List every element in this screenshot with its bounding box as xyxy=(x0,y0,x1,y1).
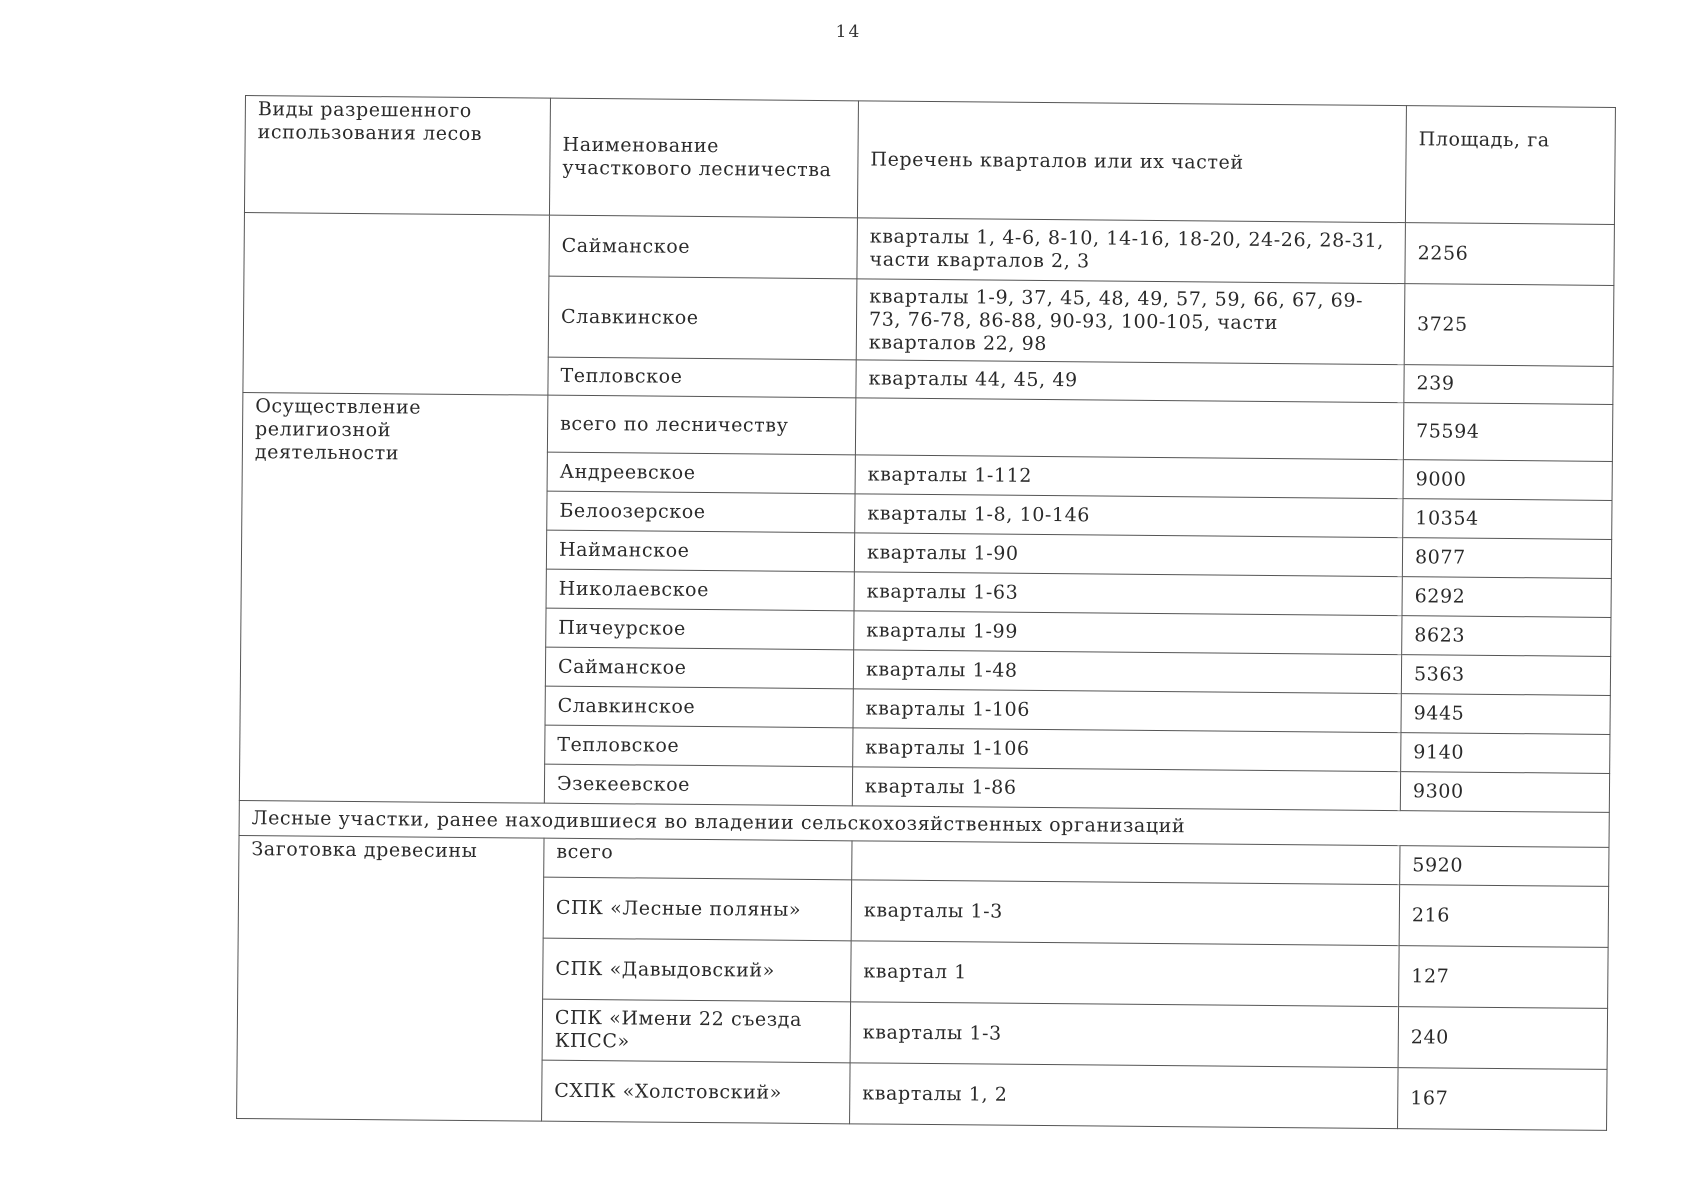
table-header-row xyxy=(244,96,1615,225)
area-cell: 5920 xyxy=(1400,846,1609,887)
header-district: Наименование участкового лесничества xyxy=(549,98,858,218)
district-cell: СПК «Лесные поляны» xyxy=(543,877,852,941)
area-cell: 9445 xyxy=(1401,694,1610,735)
quarters-cell: кварталы 1-106 xyxy=(853,689,1401,733)
district-cell: Эзекеевское xyxy=(544,764,852,806)
area-cell: 3725 xyxy=(1404,284,1614,367)
quarters-cell: кварталы 1, 4-6, 8-10, 14-16, 18-20, 24-26, 28-31, части кварталов 2, 3 xyxy=(857,218,1406,284)
area-cell: 2256 xyxy=(1405,223,1615,286)
quarters-cell: кварталы 1-99 xyxy=(854,611,1402,655)
quarters-cell: кварталы 1-90 xyxy=(854,533,1402,577)
table-row xyxy=(242,392,1612,461)
quarters-cell xyxy=(855,398,1403,460)
quarters-cell: кварталы 1-3 xyxy=(851,880,1400,946)
header-area: Площадь, га xyxy=(1405,106,1615,225)
area-cell: 240 xyxy=(1398,1007,1608,1070)
quarters-cell: кварталы 1-106 xyxy=(853,728,1401,772)
district-cell: Андреевское xyxy=(547,452,855,494)
district-cell: Найманское xyxy=(546,530,854,572)
use-type-cell-empty xyxy=(243,212,550,395)
district-cell: Сайманское xyxy=(545,647,853,689)
forest-use-table xyxy=(236,95,1616,1131)
use-type-cell: Заготовка древесины xyxy=(237,835,544,1121)
district-cell: Пичеурское xyxy=(546,608,854,650)
quarters-cell: кварталы 1-9, 37, 45, 48, 49, 57, 59, 66, 67, 69-73, 76-78, 86-88, 90-93, 100-105, части кварталов 22, 98 xyxy=(856,279,1405,365)
quarters-cell: кварталы 1-8, 10-146 xyxy=(855,494,1403,538)
district-cell: Славкинское xyxy=(548,276,857,360)
area-cell: 239 xyxy=(1404,365,1613,405)
quarters-cell: кварталы 1-86 xyxy=(852,767,1400,811)
area-cell: 10354 xyxy=(1403,499,1612,540)
header-quarters: Перечень кварталов или их частей xyxy=(857,101,1406,223)
district-cell: СПК «Давыдовский» xyxy=(543,938,852,1002)
quarters-cell: кварталы 1-63 xyxy=(854,572,1402,616)
quarters-cell: кварталы 1, 2 xyxy=(850,1063,1399,1129)
area-cell: 167 xyxy=(1398,1068,1608,1131)
district-cell: Николаевское xyxy=(546,569,854,611)
area-cell: 216 xyxy=(1399,885,1609,948)
area-cell: 9000 xyxy=(1403,460,1612,501)
quarters-cell: кварталы 44, 45, 49 xyxy=(856,360,1404,403)
use-type-cell: Осуществление религиозной деятельности xyxy=(239,392,548,803)
quarters-cell: кварталы 1-48 xyxy=(853,650,1401,694)
area-cell: 8077 xyxy=(1402,538,1611,579)
district-cell: Сайманское xyxy=(549,215,858,279)
area-cell: 8623 xyxy=(1402,616,1611,657)
district-cell: СПК «Имени 22 съезда КПСС» xyxy=(542,999,851,1063)
area-cell: 5363 xyxy=(1401,655,1610,696)
quarters-cell: квартал 1 xyxy=(851,941,1400,1007)
district-cell: всего по лесничеству xyxy=(547,395,855,455)
area-cell: 6292 xyxy=(1402,577,1611,618)
area-cell: 75594 xyxy=(1403,403,1612,462)
header-use-type: Виды разрешенного использования лесов xyxy=(244,96,550,216)
area-cell: 9140 xyxy=(1401,733,1610,774)
area-cell: 127 xyxy=(1399,946,1609,1009)
district-cell: всего xyxy=(544,838,852,880)
quarters-cell: кварталы 1-3 xyxy=(850,1002,1399,1068)
page-number: 14 xyxy=(835,22,862,42)
quarters-cell: кварталы 1-112 xyxy=(855,455,1403,499)
section-title: Лесные участки, ранее находившиеся во владении сельскохозяйственных организаций xyxy=(239,800,1609,847)
district-cell: Тепловское xyxy=(548,357,856,398)
area-cell: 9300 xyxy=(1400,772,1609,813)
quarters-cell xyxy=(852,841,1400,885)
district-cell: Белоозерское xyxy=(547,491,855,533)
district-cell: Тепловское xyxy=(545,725,853,767)
district-cell: Славкинское xyxy=(545,686,853,728)
district-cell: СХПК «Холстовский» xyxy=(542,1060,851,1124)
forest-use-table-wrapper xyxy=(236,95,1615,1131)
table-row xyxy=(244,212,1614,285)
